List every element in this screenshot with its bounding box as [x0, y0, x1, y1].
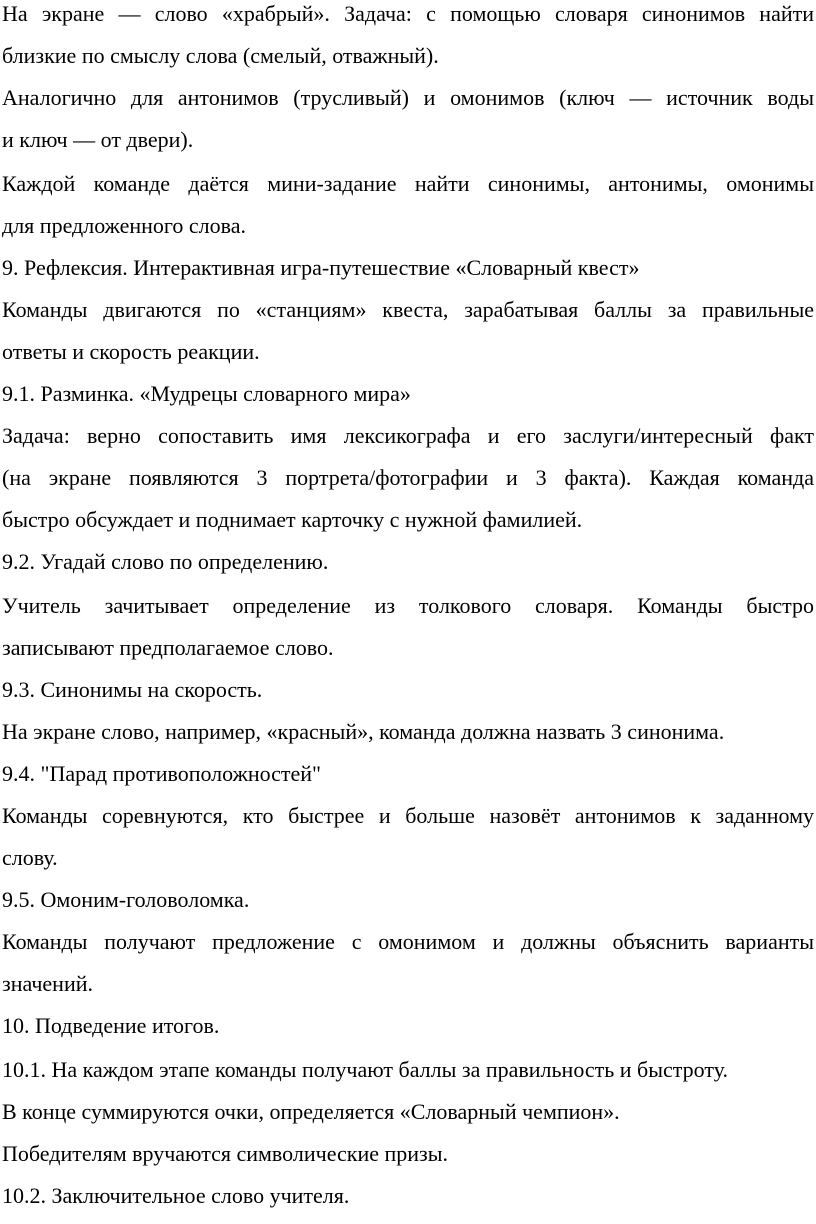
text-line: близкие по смыслу слова (смелый, отважный). — [2, 43, 439, 68]
text-line: На экране слово, например, «красный», команда должна назвать 3 синонима. — [2, 719, 725, 744]
text-line: Аналогично для антонимов (трусливый) и омонимов (ключ — источник воды — [2, 85, 814, 110]
text-line: Команды двигаются по «станциям» квеста, зарабатывая баллы за правильные — [2, 297, 814, 322]
text-line: ответы и скорость реакции. — [2, 339, 260, 364]
text-line: Команды соревнуются, кто быстрее и больше назовёт антонимов к заданному — [2, 803, 814, 828]
section-heading: 10.2. Заключительное слово учителя. — [2, 1183, 350, 1208]
section-heading: 9.3. Синонимы на скорость. — [2, 677, 263, 702]
text-line: записывают предполагаемое слово. — [2, 635, 334, 660]
section-heading: 9.5. Омоним-головоломка. — [2, 887, 250, 912]
section-heading: 9.2. Угадай слово по определению. — [2, 549, 329, 574]
text-line: (на экране появляются 3 портрета/фотографии и 3 факта). Каждая команда — [2, 465, 814, 490]
text-line: Команды получают предложение с омонимом и должны объяснить варианты — [2, 929, 814, 954]
text-line: значений. — [2, 971, 93, 996]
text-line: Победителям вручаются символические призы. — [2, 1141, 449, 1166]
section-heading: 9.4. "Парад противоположностей" — [2, 761, 322, 786]
text-line: Задача: верно сопоставить имя лексикографа и его заслуги/интересный факт — [2, 423, 814, 448]
text-line: и ключ — от двери). — [2, 127, 194, 152]
section-heading: 9.1. Разминка. «Мудрецы словарного мира» — [2, 381, 411, 406]
text-line: 10.1. На каждом этапе команды получают баллы за правильность и быстроту. — [2, 1057, 729, 1082]
text-line: Каждой команде даётся мини-задание найти синонимы, антонимы, омонимы — [2, 171, 814, 196]
text-line: На экране — слово «храбрый». Задача: с помощью словаря синонимов найти — [2, 1, 814, 26]
section-heading: 10. Подведение итогов. — [2, 1013, 220, 1038]
text-line: для предложенного слова. — [2, 213, 246, 238]
text-line: В конце суммируются очки, определяется «Словарный чемпион». — [2, 1099, 620, 1124]
text-line: быстро обсуждает и поднимает карточку с нужной фамилией. — [2, 507, 583, 532]
section-heading: 9. Рефлексия. Интерактивная игра-путешествие «Словарный квест» — [2, 255, 640, 280]
text-line: Учитель зачитывает определение из толкового словаря. Команды быстро — [2, 593, 814, 618]
text-line: слову. — [2, 845, 58, 870]
